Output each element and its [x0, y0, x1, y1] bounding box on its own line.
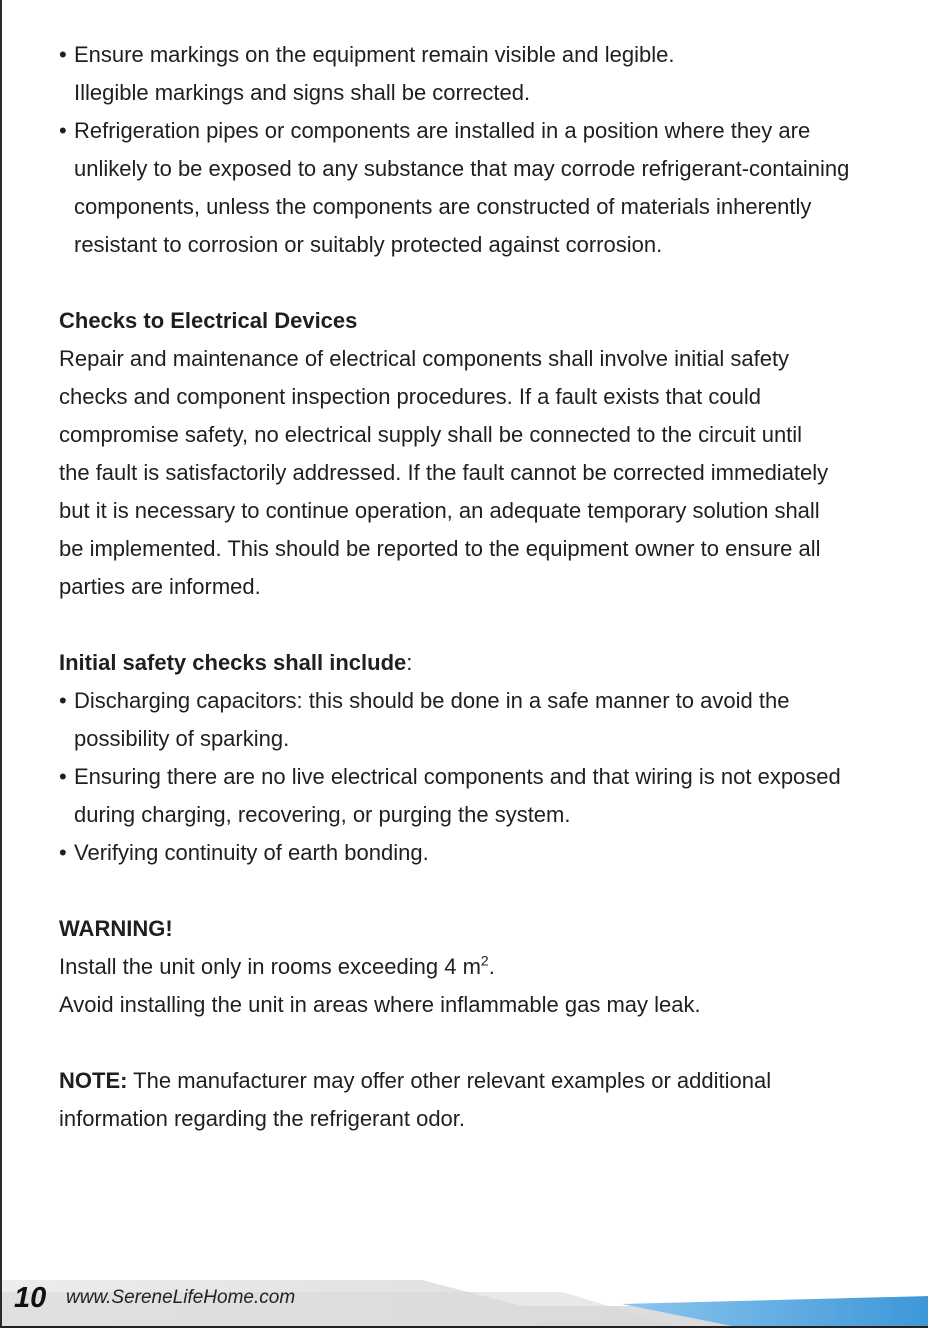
note-line: information regarding the refrigerant odor. — [59, 1106, 466, 1131]
spacer — [59, 872, 889, 910]
superscript: 2 — [480, 952, 489, 969]
spacer — [59, 264, 889, 302]
list-item-text: Illegible markings and signs shall be corrected. — [74, 80, 531, 105]
list-item-text: possibility of sparking. — [74, 726, 290, 751]
list-item-text: Verifying continuity of earth bonding. — [74, 840, 429, 865]
list-item-text: resistant to corrosion or suitably protected against corrosion. — [74, 232, 663, 257]
bullet-dot: • — [59, 764, 67, 789]
warning-line-end: . — [488, 954, 495, 979]
note-line: The manufacturer may offer other relevant examples or additional — [127, 1068, 772, 1093]
section-heading-initial — [59, 644, 889, 682]
spacer — [59, 606, 889, 644]
electrical-paragraph — [59, 340, 889, 606]
heading-text: Initial safety checks shall include — [59, 650, 407, 675]
bullet-dot: • — [59, 42, 67, 67]
warning-text — [59, 948, 889, 1024]
list-item-text: unlikely to be exposed to any substance that may corrode refrigerant-containing — [74, 156, 850, 181]
bullet-dot: • — [59, 688, 67, 713]
section-heading-electrical: Checks to Electrical Devices — [59, 308, 358, 333]
bullet-dot: • — [59, 840, 67, 865]
list-item — [59, 834, 889, 872]
warning-line: Install the unit only in rooms exceeding 4 m — [59, 954, 481, 979]
paragraph-line: compromise safety, no electrical supply shall be connected to the circuit until — [59, 422, 803, 447]
page-number: 10 — [14, 1282, 47, 1314]
list-item-text: Ensuring there are no live electrical components and that wiring is not exposed — [74, 764, 841, 789]
heading-colon: : — [406, 650, 413, 675]
list-item-text: during charging, recovering, or purging the system. — [74, 802, 571, 827]
page-footer — [2, 1270, 928, 1328]
paragraph-line: parties are informed. — [59, 574, 261, 599]
list-item-text: Ensure markings on the equipment remain visible and legible. — [74, 42, 675, 67]
bullet-dot: • — [59, 118, 67, 143]
list-item — [59, 682, 889, 758]
spacer — [59, 1024, 889, 1062]
note-paragraph — [59, 1062, 889, 1138]
paragraph-line: the fault is satisfactorily addressed. If the fault cannot be corrected immediately — [59, 460, 829, 485]
list-item — [59, 36, 889, 112]
list-item-text: Refrigeration pipes or components are installed in a position where they are — [74, 118, 811, 143]
list-item-text: Discharging capacitors: this should be done in a safe manner to avoid the — [74, 688, 790, 713]
warning-line: Avoid installing the unit in areas where inflammable gas may leak. — [59, 992, 701, 1017]
list-item — [59, 758, 889, 834]
paragraph-line: but it is necessary to continue operation, an adequate temporary solution shall — [59, 498, 820, 523]
paragraph-line: be implemented. This should be reported to the equipment owner to ensure all — [59, 536, 821, 561]
list-item — [59, 112, 889, 264]
paragraph-line: checks and component inspection procedures. If a fault exists that could — [59, 384, 761, 409]
website-url: www.SereneLifeHome.com — [66, 1287, 296, 1308]
list-item-text: components, unless the components are constructed of materials inherently — [74, 194, 812, 219]
page-content — [59, 36, 889, 1138]
paragraph-line: Repair and maintenance of electrical components shall involve initial safety — [59, 346, 790, 371]
warning-heading: WARNING! — [59, 916, 173, 941]
note-label: NOTE: — [59, 1068, 128, 1093]
